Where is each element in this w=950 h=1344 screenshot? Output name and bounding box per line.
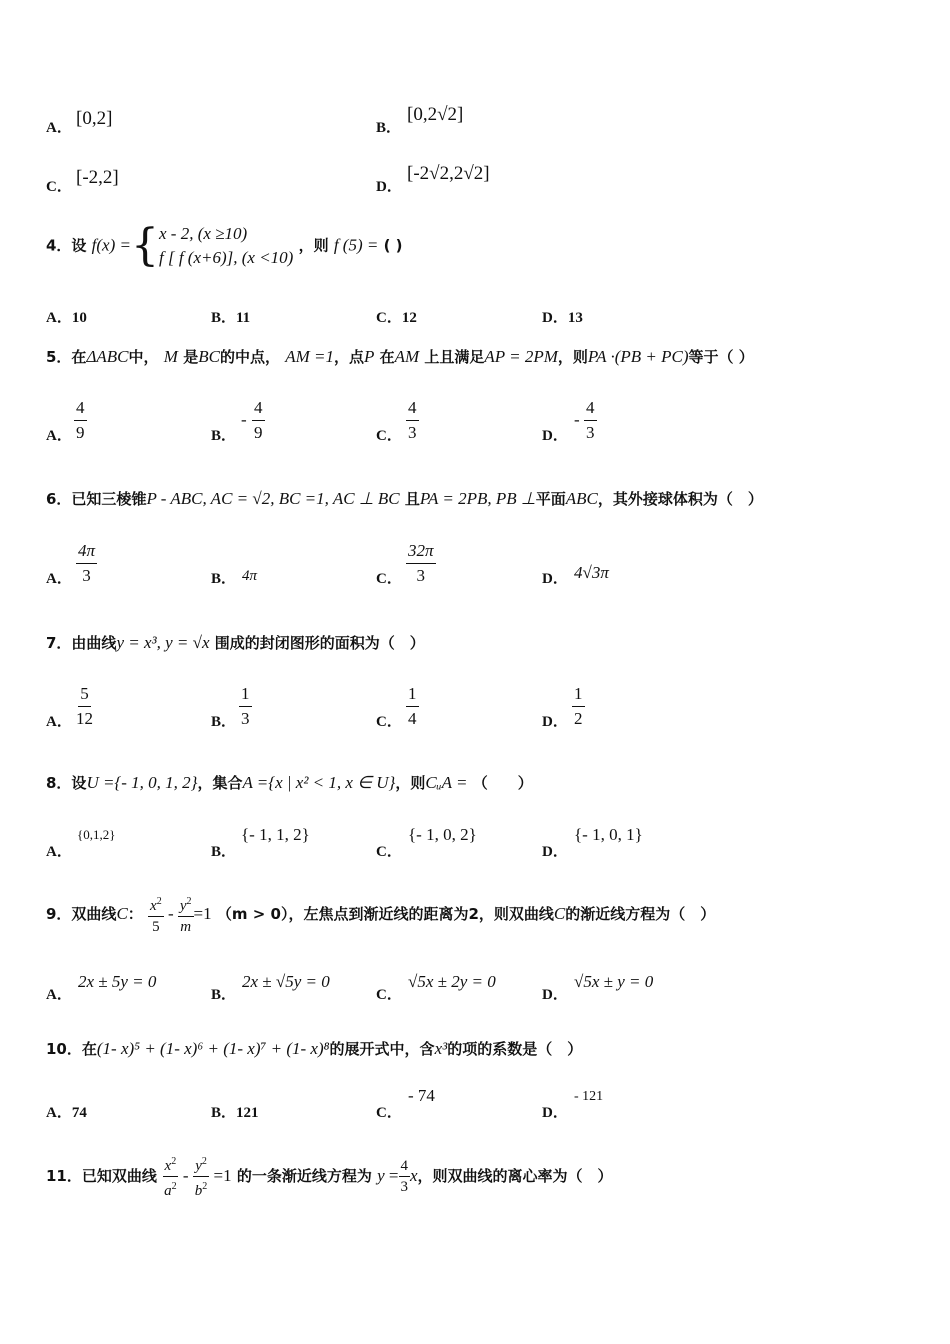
q3-option-c-label: C．: [46, 179, 72, 195]
q4-number: 4．设: [46, 236, 87, 255]
q8-option-a-expr[interactable]: {0,1,2}: [77, 827, 116, 842]
q3-option-d-label: D．: [376, 179, 402, 195]
q8-set-u: U ={- 1, 0, 1, 2}: [86, 773, 198, 792]
q3-option-a-expr[interactable]: [0,2]: [76, 108, 113, 129]
q10-option-a[interactable]: A．74: [46, 1105, 87, 1121]
q7-option-b-fraction[interactable]: 1 3: [241, 684, 250, 728]
q4-case-1: x - 2, (x ≥10): [158, 224, 248, 243]
q6-option-a-label: A．: [46, 571, 72, 587]
q11-text-1: 的一条渐近线方程为: [236, 1167, 372, 1185]
q7-option-d-label: D．: [542, 714, 568, 730]
q6-text-2: 平面: [535, 490, 566, 508]
question-10: [46, 1038, 582, 1059]
q3-option-b-expr[interactable]: [0,2√2]: [407, 104, 464, 125]
q10-number: 10．在: [46, 1040, 97, 1058]
q6-option-a-fraction[interactable]: 4π 3: [78, 541, 96, 585]
q9-eq-rhs: =1: [193, 904, 212, 923]
question-6: [46, 488, 763, 509]
q9-option-d-expr[interactable]: √5x ± y = 0: [574, 972, 654, 991]
q4-case-2: f [ f (x+6)], (x <10): [158, 248, 294, 267]
q4-option-c[interactable]: C．12: [376, 310, 417, 326]
q7-number: 7．由曲线: [46, 634, 117, 652]
q5-option-d-sign: -: [574, 410, 580, 429]
q4-function: f(x) =: [91, 235, 131, 255]
question-7: [46, 632, 425, 653]
q9-option-b-label: B．: [211, 987, 237, 1003]
q10-text-1: 的展开式中，含: [329, 1040, 435, 1058]
q4-cases: [159, 222, 293, 270]
q9-frac-x: $\frac{x^2}{5}$: [148, 892, 164, 937]
q7-option-c-fraction[interactable]: 1 4: [408, 684, 417, 728]
q6-condition: P - ABC, AC = √2, BC =1, AC ⊥ BC: [146, 489, 400, 508]
q6-condition-2: PA = 2PB, PB ⊥: [419, 489, 536, 508]
q5-text-7: ，则: [557, 348, 588, 366]
q5-option-d-label: D．: [542, 428, 568, 444]
q5-text-6: 上且满足: [424, 348, 485, 366]
q8-option-b-label: B．: [211, 844, 237, 860]
q5-option-b-sign: -: [241, 410, 247, 429]
q8-number: 8．设: [46, 774, 87, 792]
q9-option-a-expr[interactable]: 2x ± 5y = 0: [78, 972, 157, 991]
q4-option-d[interactable]: D．13: [542, 310, 583, 326]
q10-option-d-expr[interactable]: - 121: [574, 1089, 604, 1104]
q9-c: C: [116, 904, 128, 923]
q9-colon: ：: [127, 905, 143, 923]
q5-option-a-fraction[interactable]: 4 9: [76, 398, 85, 442]
q7-text-1: 围成的封闭图形的面积为（ ）: [214, 634, 425, 652]
q6-option-d-expr[interactable]: 4√3π: [574, 563, 609, 582]
question-9: 9．双曲线C： $\frac{x^2}{5}$ - $\frac{y^2}{m}$ =1 （m > 0），左焦点到渐近线的距离为2，则双曲线C的渐近线方程为（ ）: [46, 892, 715, 937]
q3-option-a-label: A．: [46, 120, 72, 136]
q4-option-a[interactable]: A．10: [46, 310, 87, 326]
q7-option-c-label: C．: [376, 714, 402, 730]
q11-text-2: ，则双曲线的离心率为（ ）: [417, 1167, 613, 1185]
question-11: 11．已知双曲线 $\frac{x^2}{a^2}$ - $\frac{y^2}{b^2}$ =1 的一条渐近线方程为 y = $\frac{4}{3}$ x，则双曲线的离心率为（ ）: [46, 1152, 613, 1201]
q6-option-b-expr[interactable]: 4π: [242, 568, 258, 584]
q4-end: ( ): [383, 236, 403, 255]
q4-ask: f (5) =: [333, 235, 379, 255]
q11-frac-x: $\frac{x^2}{a^2}$: [162, 1152, 179, 1201]
q4-brace-icon: {: [130, 220, 159, 271]
q5-am: AM =1: [285, 347, 334, 366]
question-4: [46, 222, 403, 270]
q3-option-b-label: B．: [376, 120, 402, 136]
q4-mid: ，则: [298, 236, 329, 255]
q7-option-b-label: B．: [211, 714, 237, 730]
q9-condition: （m > 0），左焦点到渐近线的距离为2，则双曲线: [216, 905, 554, 923]
q7-curves: y = x³, y = √x: [116, 633, 210, 652]
q6-option-b-label: B．: [211, 571, 237, 587]
question-5: [46, 346, 754, 367]
q6-abc: ABC: [565, 489, 598, 508]
q5-text-3: 的中点，: [219, 348, 280, 366]
q5-triangle: ΔABC: [86, 347, 129, 366]
q9-option-d-label: D．: [542, 987, 568, 1003]
q5-text-8: 等于（ ）: [688, 348, 754, 366]
q7-option-a-label: A．: [46, 714, 72, 730]
q6-number: 6．已知三棱锥: [46, 490, 147, 508]
q5-text-4: ，点: [333, 348, 364, 366]
q5-number: 5．在: [46, 348, 87, 366]
q5-option-a-label: A．: [46, 428, 72, 444]
q4-option-b[interactable]: B．11: [211, 310, 251, 326]
q5-vector-expr: PA ·(PB + PC): [587, 347, 689, 366]
q9-text-2: 的渐近线方程为（ ）: [565, 905, 716, 923]
q10-option-c-expr[interactable]: - 74: [408, 1086, 435, 1105]
q8-option-d-label: D．: [542, 844, 568, 860]
q3-option-d-expr[interactable]: [-2√2,2√2]: [407, 163, 490, 184]
q6-text-3: ，其外接球体积为（ ）: [597, 490, 763, 508]
question-8: [46, 772, 533, 793]
q8-option-a-label: A．: [46, 844, 72, 860]
q8-option-c-label: C．: [376, 844, 402, 860]
q10-expression: (1- x)⁵ + (1- x)⁶ + (1- x)⁷ + (1- x)⁸: [96, 1039, 330, 1058]
q8-text-1: ，集合: [197, 774, 243, 792]
q9-c-2: C: [553, 904, 566, 923]
q8-option-c-expr[interactable]: {- 1, 0, 2}: [408, 825, 477, 844]
q5-option-c-fraction[interactable]: 4 3: [408, 398, 417, 442]
q11-number: 11．已知双曲线: [46, 1167, 157, 1185]
q5-am-2: AM: [394, 347, 420, 366]
q6-option-d-label: D．: [542, 571, 568, 587]
q8-text-3: （ ）: [472, 774, 533, 792]
q5-text-5: 在: [379, 348, 395, 366]
q5-option-b-label: B．: [211, 428, 237, 444]
q7-option-a-fraction[interactable]: 5 12: [76, 684, 93, 728]
q7-option-d-fraction[interactable]: 1 2: [574, 684, 583, 728]
q5-bc: BC: [198, 347, 220, 366]
q11-slope: $\frac{4}{3}$: [400, 1158, 408, 1195]
q5-m: M: [163, 347, 178, 366]
q5-p: P: [363, 347, 375, 366]
q9-option-c-label: C．: [376, 987, 402, 1003]
q8-complement: CᵤA =: [425, 773, 468, 792]
q8-option-b-expr[interactable]: {- 1, 1, 2}: [241, 825, 310, 844]
q6-text-1: 且: [404, 490, 420, 508]
q3-option-c-expr[interactable]: [-2,2]: [76, 167, 119, 188]
q11-frac-y: $\frac{y^2}{b^2}$: [193, 1152, 210, 1201]
q8-text-2: ，则: [395, 774, 426, 792]
q5-ap: AP = 2PM: [484, 347, 558, 366]
q10-x-cubed: x³: [434, 1039, 448, 1058]
q5-option-d-fraction[interactable]: 4 3: [586, 398, 595, 442]
q5-option-b-fraction[interactable]: 4 9: [254, 398, 263, 442]
q9-frac-y: $\frac{y^2}{m}$: [178, 892, 194, 937]
q10-option-c-label: C．: [376, 1105, 402, 1121]
q6-option-c-label: C．: [376, 571, 402, 587]
q8-set-a: A ={x | x² < 1, x ∈ U}: [242, 773, 396, 792]
q5-option-c-label: C．: [376, 428, 402, 444]
q10-text-2: 的项的系数是（ ）: [447, 1040, 583, 1058]
q6-option-c-fraction[interactable]: 32π 3: [408, 541, 434, 585]
q5-text-1: 中，: [128, 348, 159, 366]
q9-option-b-expr[interactable]: 2x ± √5y = 0: [242, 972, 330, 991]
q9-number: 9．双曲线: [46, 905, 117, 923]
q9-option-a-label: A．: [46, 987, 72, 1003]
q10-option-b[interactable]: B．121: [211, 1105, 259, 1121]
q8-option-d-expr[interactable]: {- 1, 0, 1}: [574, 825, 643, 844]
q5-text-2: 是: [183, 348, 199, 366]
q10-option-d-label: D．: [542, 1105, 568, 1121]
q9-option-c-expr[interactable]: √5x ± 2y = 0: [408, 972, 496, 991]
